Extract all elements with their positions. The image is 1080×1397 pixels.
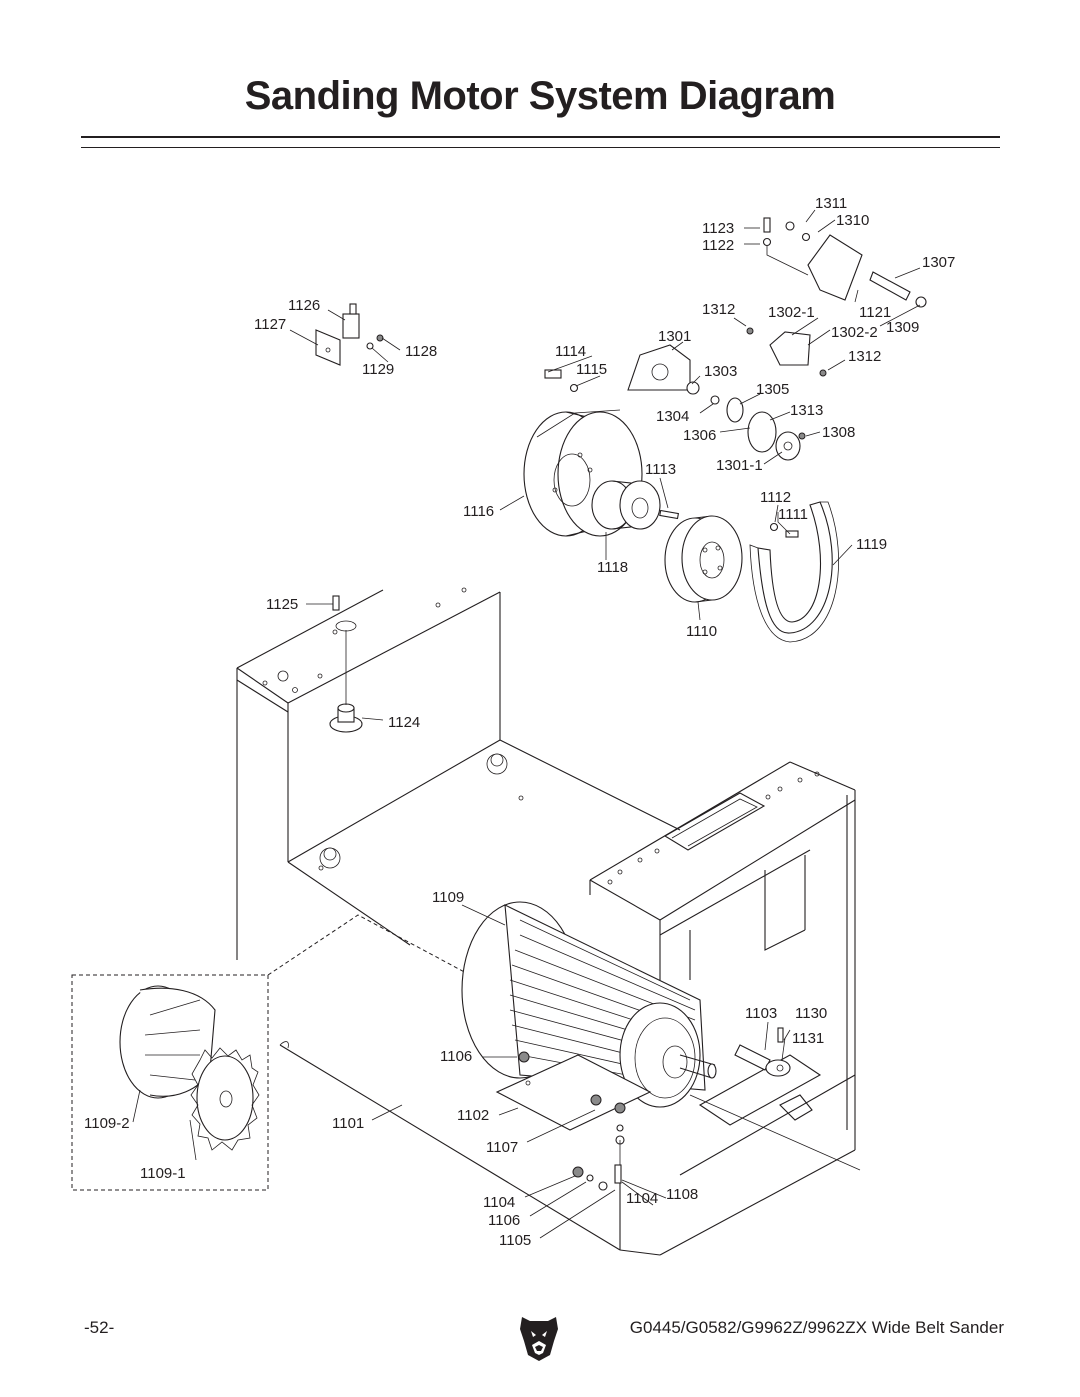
bolt-1114 xyxy=(545,370,561,378)
callout-1104-right: 1104 xyxy=(626,1190,659,1207)
page-title: Sanding Motor System Diagram xyxy=(244,74,836,118)
callout-1111: 1111 xyxy=(778,506,809,523)
callout-1114: 1114 xyxy=(555,343,587,360)
switch-assembly xyxy=(316,304,383,365)
callout-1301: 1301 xyxy=(658,328,692,345)
callout-1109: 1109 xyxy=(432,889,465,906)
callout-1116: 1116 xyxy=(463,503,495,520)
callout-1303: 1303 xyxy=(704,363,738,380)
callout-1103: 1103 xyxy=(745,1005,778,1022)
callout-1101: 1101 xyxy=(332,1115,365,1132)
coupling-parts xyxy=(735,1028,790,1076)
callout-1126: 1126 xyxy=(288,297,321,314)
callout-1131: 1131 xyxy=(792,1030,825,1047)
callout-1102: 1102 xyxy=(457,1107,490,1124)
callout-1119: 1119 xyxy=(856,536,888,553)
callout-1309: 1309 xyxy=(886,319,920,336)
callout-1110: 1110 xyxy=(686,623,718,640)
callout-1122: 1122 xyxy=(702,237,735,254)
callout-1128: 1128 xyxy=(405,343,438,360)
callout-1107: 1107 xyxy=(486,1139,519,1156)
callout-1307: 1307 xyxy=(922,254,956,271)
callout-1130: 1130 xyxy=(795,1005,828,1022)
v-belt-1119 xyxy=(750,502,839,642)
adjuster-assembly xyxy=(330,596,362,732)
callout-1313: 1313 xyxy=(790,402,824,419)
callout-1306: 1306 xyxy=(683,427,717,444)
bushing-1118 xyxy=(592,481,660,529)
callout-1312-lower: 1312 xyxy=(848,348,882,365)
callout-1115: 1115 xyxy=(576,361,608,378)
pulley-1110 xyxy=(665,516,742,602)
callout-1106-upper: 1106 xyxy=(440,1048,473,1065)
callout-1113: 1113 xyxy=(645,461,677,478)
fasteners xyxy=(573,1125,624,1190)
callout-1123: 1123 xyxy=(702,220,735,237)
callout-1308: 1308 xyxy=(822,424,856,441)
grizzly-bear-logo-icon xyxy=(516,1311,562,1363)
callout-1301-1: 1301-1 xyxy=(716,457,763,474)
callout-1112: 1112 xyxy=(760,489,792,506)
callout-1129: 1129 xyxy=(362,361,395,378)
callout-1310: 1310 xyxy=(836,212,870,229)
callout-1127: 1127 xyxy=(254,316,287,333)
callout-1121: 1121 xyxy=(859,304,892,321)
callout-1302-1: 1302-1 xyxy=(768,304,815,321)
fan-detail-leader xyxy=(268,915,470,975)
callout-1305: 1305 xyxy=(756,381,790,398)
callout-1104-left: 1104 xyxy=(483,1194,516,1211)
callout-1124: 1124 xyxy=(388,714,421,731)
bracket-assembly xyxy=(747,218,926,376)
callout-1302-2: 1302-2 xyxy=(831,324,878,341)
key-1113 xyxy=(660,510,679,518)
callout-1118: 1118 xyxy=(597,559,629,576)
callout-1125: 1125 xyxy=(266,596,299,613)
callout-1311: 1311 xyxy=(815,195,848,212)
page-number: -52- xyxy=(84,1318,115,1337)
callout-1106-lower: 1106 xyxy=(488,1212,521,1229)
callout-1105: 1105 xyxy=(499,1232,532,1249)
footer-model-title: G0445/G0582/G9962Z/9962ZX Wide Belt Sander xyxy=(629,1318,1004,1337)
callout-1109-1: 1109-1 xyxy=(140,1165,186,1182)
motor xyxy=(462,902,716,1130)
callout-1109-2: 1109-2 xyxy=(84,1115,130,1132)
callout-1304: 1304 xyxy=(656,408,690,425)
callout-1312-upper: 1312 xyxy=(702,301,736,318)
callout-1108: 1108 xyxy=(666,1186,699,1203)
